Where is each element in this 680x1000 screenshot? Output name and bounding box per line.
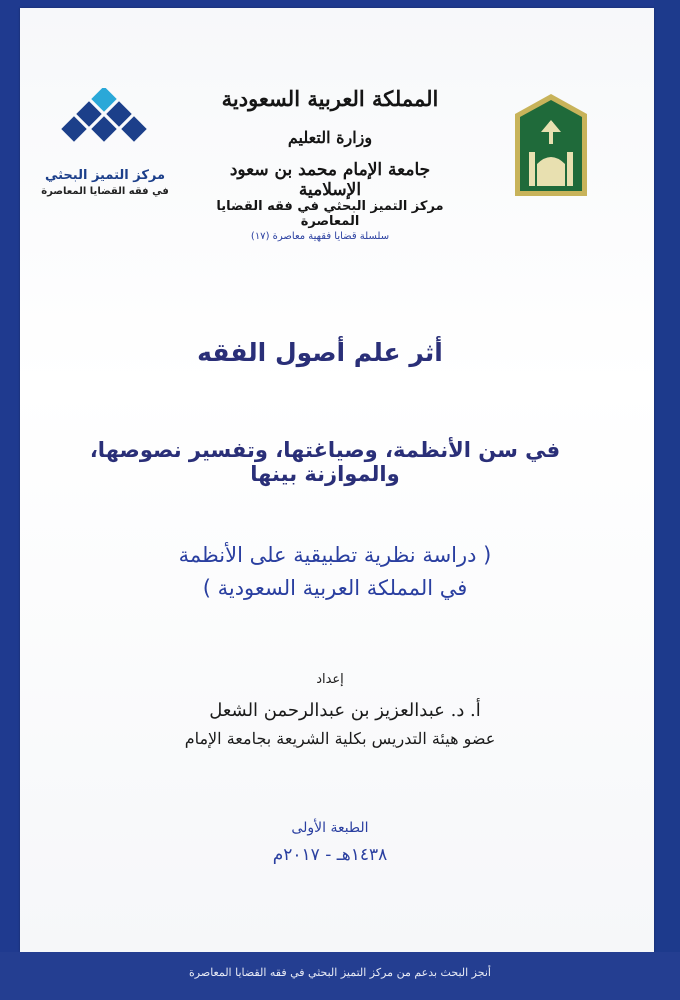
center-logo-subtitle: في فقه القضايا المعاصرة — [41, 186, 169, 197]
study-subtitle-line2: في المملكة العربية السعودية ) — [202, 576, 468, 600]
edition-year: ١٤٣٨هـ - ٢٠١٧م — [272, 845, 388, 865]
series-label: سلسلة قضايا فقهية معاصرة (١٧) — [250, 231, 390, 242]
edition-label: الطبعة الأولى — [291, 820, 369, 836]
diamond-grid-logo-icon — [58, 88, 150, 152]
prepared-by-label: إعداد — [316, 672, 344, 687]
ministry-title: وزارة التعليم — [287, 128, 373, 147]
author-name: أ. د. عبدالعزيز بن عبدالرحمن الشعل — [209, 700, 481, 721]
kingdom-title: المملكة العربية السعودية — [221, 86, 439, 111]
research-center-title: مركز التميز البحثي في فقه القضايا المعاصرة — [216, 199, 444, 229]
center-logo-name: مركز التميز البحثي — [44, 168, 166, 183]
university-emblem-icon — [513, 92, 589, 198]
footer-text: أنجز البحث بدعم من مركز التميز البحثي في فقه القضايا المعاصرة — [189, 966, 491, 979]
university-title: جامعة الإمام محمد بن سعود الإسلامية — [229, 160, 431, 200]
book-title-line1: أثر علم أصول الفقه — [197, 338, 443, 367]
cover-side-band — [654, 0, 680, 1000]
study-subtitle-line1: ( دراسة نظرية تطبيقية على الأنظمة — [178, 543, 492, 567]
author-position: عضو هيئة التدريس بكلية الشريعة بجامعة الإمام — [184, 729, 496, 748]
book-title-line2: في سن الأنظمة، وصياغتها، وتفسير نصوصها، والموازنة بينها — [89, 438, 561, 486]
